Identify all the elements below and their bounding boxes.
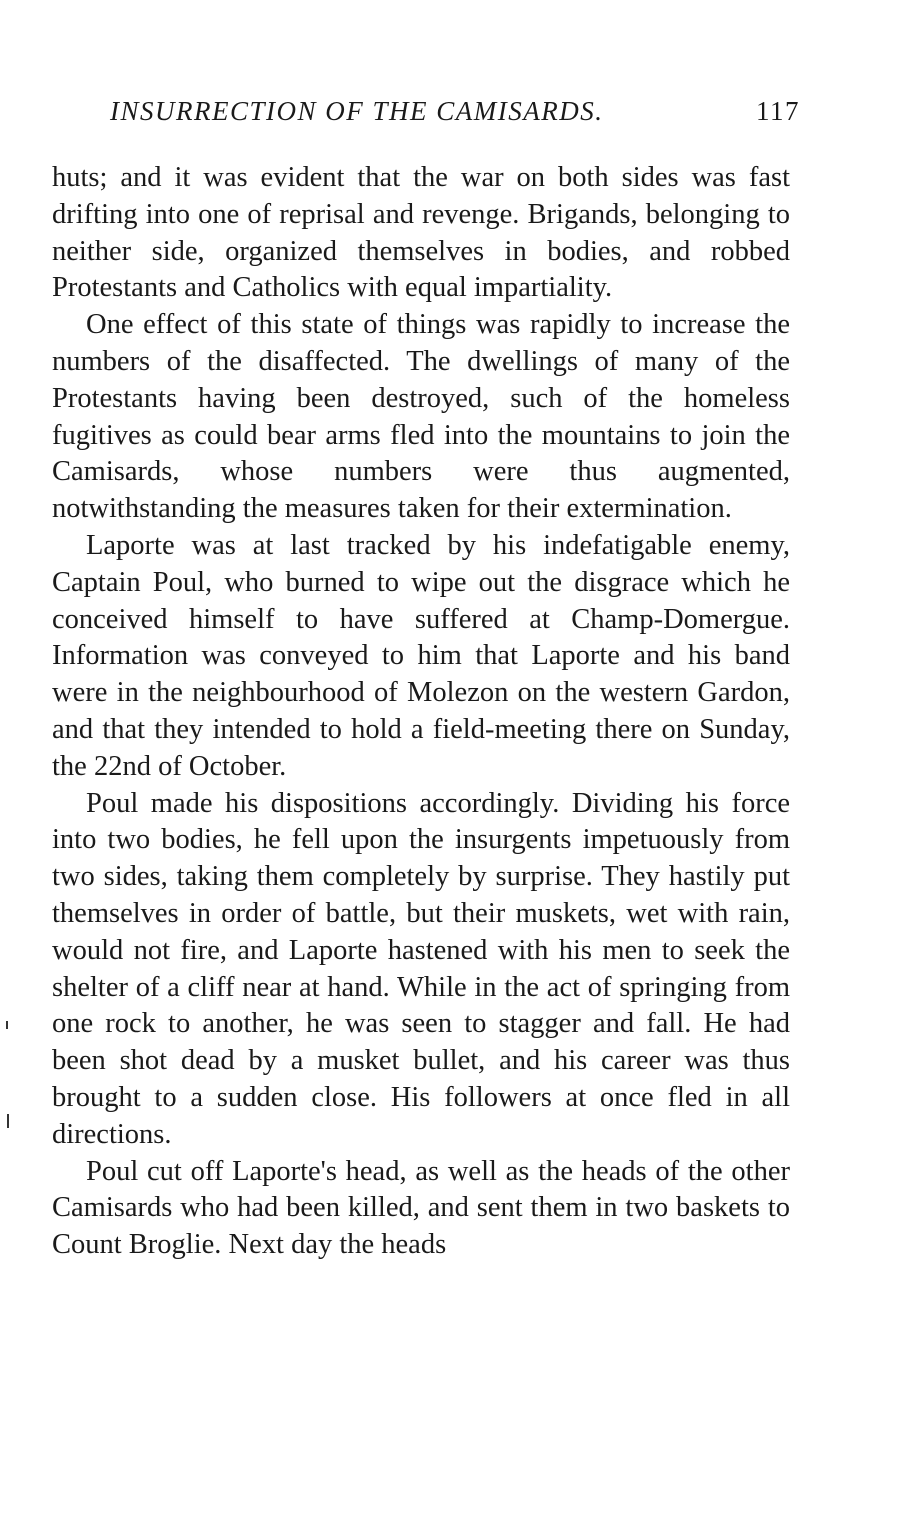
- paragraph-3: Laporte was at last tracked by his indefatigable enemy, Captain Poul, who burned to wipe out the disgrace which he conceived himself to have suffered at Champ-Domergue. Information was conveyed to him that Laporte and his band were in the neighbourhood of Molezon on the western Gardon, and that they intended to hold a field-meeting there on Sunday, the 22nd of October.: [52, 529, 790, 782]
- margin-speck: [7, 1114, 9, 1128]
- paragraph-1: huts; and it was evident that the war on both sides was fast drifting into one of reprisal and revenge. Brigands, belonging to neither side, organized themselves in bodies, and robbed Protestants and Catholics with equal impartiality.: [52, 162, 790, 304]
- running-head: [110, 96, 800, 136]
- running-title: INSURRECTION OF THE CAMISARDS.: [110, 96, 604, 126]
- paragraph-2: One effect of this state of things was rapidly to increase the numbers of the disaffected. The dwellings of many of the Protestants having been destroyed, such of the homeless fugitives as could bear arms fled into the mountains to join the Camisards, whose numbers were thus augmented, notwithstanding the measures taken for their extermination.: [52, 309, 790, 525]
- paragraph-4: Poul made his dispositions accordingly. Dividing his force into two bodies, he fell upon the insurgents impetuously from two sides, taking them completely by surprise. They hastily put themselves in order of battle, but their muskets, wet with rain, would not fire, and Laporte hastened with his men to seek the shelter of a cliff near at hand. While in the act of springing from one rock to another, he was seen to stagger and fall. He had been shot dead by a musket bullet, and his career was thus brought to a sudden close. His followers at once fled in all directions.: [52, 787, 790, 1150]
- margin-speck: [6, 1021, 8, 1029]
- body-text: [52, 160, 790, 1264]
- page-number: 117: [756, 96, 800, 126]
- paragraph-5: Poul cut off Laporte's head, as well as the heads of the other Camisards who had been killed, and sent them in two baskets to Count Broglie. Next day the heads: [52, 1155, 790, 1261]
